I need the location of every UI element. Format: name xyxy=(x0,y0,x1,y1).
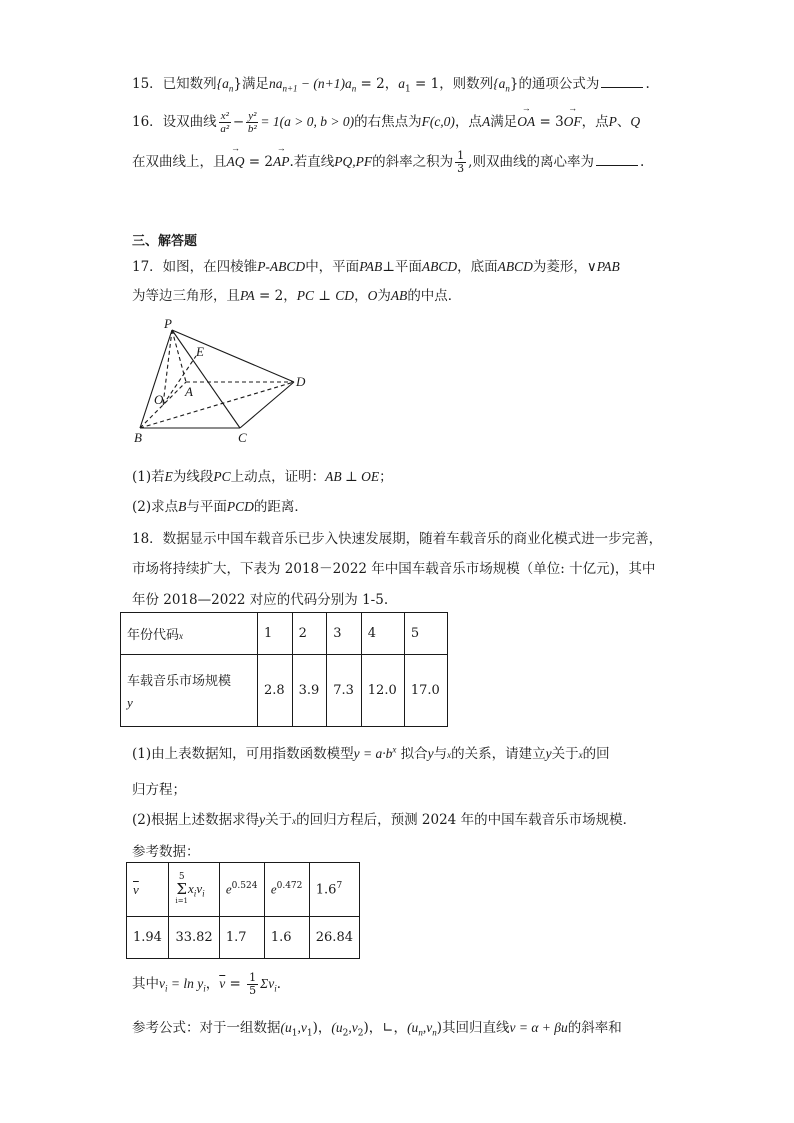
segment-PO xyxy=(163,330,172,405)
table-row-values xyxy=(121,655,448,727)
question-18-part1: (1)由上表数据知，可用指数函数模型$y = a\cdot b^x$ 拟合y与x的关系，请建立y关于x的回 xyxy=(132,744,610,762)
label-E: E xyxy=(196,344,204,359)
ref-header-e472: $e^{0.472}$ xyxy=(264,863,309,917)
fraction-x2-a2: $\frac{\text{x²}}{\text{a²}}$ xyxy=(220,110,230,135)
answer-blank-15[interactable] xyxy=(601,75,643,88)
market-size-table xyxy=(120,612,448,727)
reference-data-label: 参考数据： xyxy=(132,844,200,860)
answer-blank-16[interactable] xyxy=(596,153,638,166)
table-cell: 1 xyxy=(258,613,293,655)
ref-table-header-row xyxy=(127,863,360,917)
table-cell: 2.8 xyxy=(258,655,293,727)
question-18-part1-line2: 归方程； xyxy=(132,782,186,798)
question-16-line2: 在双曲线上，且→ AQ = 2→ AP.若直线PQ,PF的斜率之积为 $\frac{1}{3}$ ,则双曲线的离心率为 . xyxy=(132,150,644,175)
question-17-line1: 17．如图，在四棱锥P-ABCD中，平面PAB⊥平面ABCD，底面ABCD为菱形，∨PAB xyxy=(132,259,620,275)
label-C: C xyxy=(238,430,247,445)
question-18-part2: (2)根据上述数据求得y关于x的回归方程后，预测 2024 年的中国车载音乐市场规模． xyxy=(132,812,637,828)
table-cell: 7.3 xyxy=(327,655,362,727)
table-cell: 3 xyxy=(327,613,362,655)
table-cell: 33.82 xyxy=(169,917,219,959)
table-cell: 1.7 xyxy=(219,917,264,959)
edge-CD xyxy=(240,382,294,428)
ref-header-power: $1.6^7$ xyxy=(309,863,359,917)
reference-note: 其中$v_i = \ln y_i$，$\overline{v}$ = $\frac{1}{5}$ $\Sigma v_i$． xyxy=(132,971,291,997)
label-A: A xyxy=(185,384,193,399)
fraction-one-third: $\frac{1}{3}$ xyxy=(457,149,465,175)
question-18-line2: 市场将持续扩大，下表为 2018－2022 年中国车载音乐市场规模（单位: 十亿元)，其中 xyxy=(132,561,656,577)
question-16-line1: 16．设双曲线 $\frac{\text{x²}}{\text{a²}}$ − $\frac{\text{y²}}{\text{b²}}$ = 1(a > 0, b > 0)的右焦点为F(c,0)，点A满足→ OA = 3→ OF，点P、Q xyxy=(132,110,640,135)
table-cell: 17.0 xyxy=(404,655,447,727)
section-heading: 三、解答题 xyxy=(132,234,198,249)
label-P: P xyxy=(164,316,172,331)
edge-PB xyxy=(140,330,172,428)
table-cell: 5 xyxy=(404,613,447,655)
question-18-line1: 18．数据显示中国车载音乐已步入快速发展期，随着车载音乐的商业化模式进一步完善， xyxy=(132,531,663,547)
question-17-part2: (2)求点B与平面PCD的距离． xyxy=(132,499,308,515)
question-15: 15．已知数列$\{a_n\}$满足$na_{n+1} - (n+1)a_n = 2$，$a_1 = 1$，则数列$\{a_n\}$的通项公式为 . xyxy=(132,76,650,95)
label-D: D xyxy=(296,374,306,389)
reference-data-table xyxy=(126,862,360,959)
question-18-line3: 年份 2018—2022 对应的代码分别为 1-5. xyxy=(132,592,389,608)
ref-header-e524: $e^{0.524}$ xyxy=(219,863,264,917)
question-17-part1: (1)若E为线段PC上动点，证明：AB ⊥ OE； xyxy=(132,469,393,485)
table-cell: 2 xyxy=(292,613,327,655)
table-cell: 1.94 xyxy=(127,917,169,959)
fraction-y2-b2: $\frac{\text{y²}}{\text{b²}}$ xyxy=(247,110,257,135)
table-cell: 26.84 xyxy=(309,917,359,959)
table-cell: 3.9 xyxy=(292,655,327,727)
label-B: B xyxy=(134,430,142,445)
table-header-value: 车载音乐市场规模 y xyxy=(121,655,258,727)
question-17-line2: 为等边三角形，且PA = 2，PC ⊥ CD，O为AB的中点． xyxy=(132,288,462,304)
ref-header-sum: 5 Σ i=1 $x_iv_i$ xyxy=(169,863,219,917)
table-cell: 1.6 xyxy=(264,917,309,959)
reference-formula: 参考公式：对于一组数据$(u_1,v_1)$，$(u_2,v_2)$，∟，$(u_n,v_n)$其回归直线v = α + βu的斜率和 xyxy=(132,1020,622,1039)
table-cell: 4 xyxy=(361,613,404,655)
ref-header-vbar: $\overline{v}$ xyxy=(127,863,169,917)
table-cell: 12.0 xyxy=(361,655,404,727)
table-header-code: 年份代码x xyxy=(121,613,258,655)
label-O: O xyxy=(154,392,164,407)
table-row-codes xyxy=(121,613,448,655)
ref-table-value-row xyxy=(127,917,360,959)
pyramid-figure xyxy=(128,316,318,448)
